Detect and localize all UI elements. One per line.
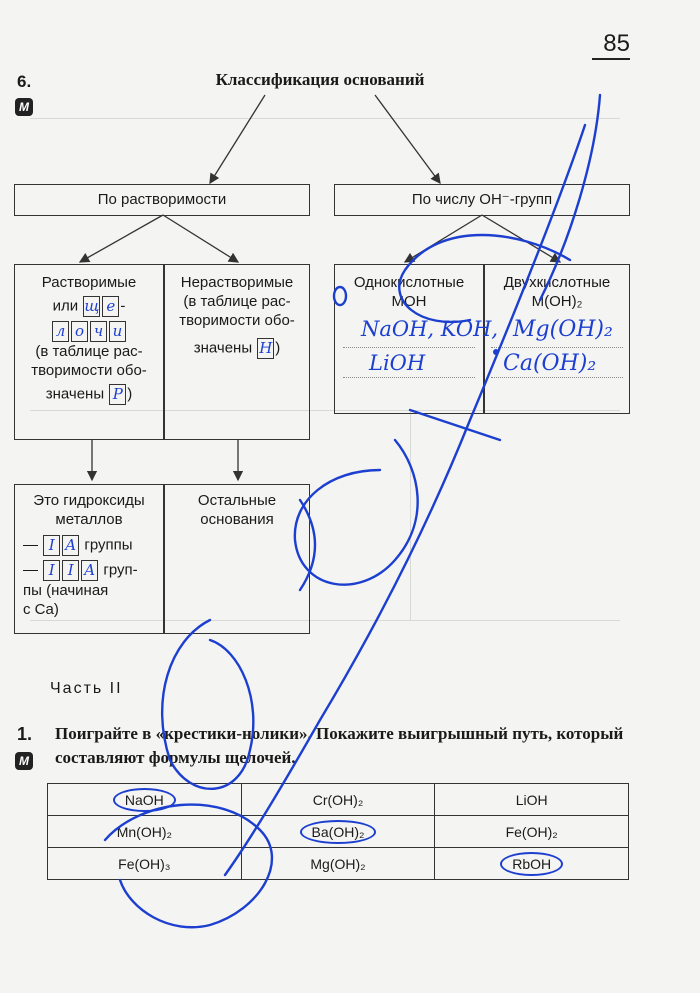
- letter-box: A: [62, 535, 79, 556]
- letter-box: I: [43, 560, 60, 581]
- insoluble-heading: Нерастворимые: [180, 274, 294, 291]
- letter-box: о: [71, 321, 88, 342]
- formula: LiOH: [515, 791, 548, 808]
- soluble-or-text: или: [52, 297, 79, 315]
- monoacid-answer-1: NaOH, KOH,: [361, 317, 499, 341]
- monoacid-answer-2: LiOH: [369, 351, 426, 375]
- diacid-answer-1: Mg(OH)₂: [513, 317, 613, 342]
- formula: Cr(OH)₂: [312, 791, 364, 808]
- mark-box: Р: [109, 384, 126, 405]
- letter-box: е: [102, 296, 119, 317]
- soluble-note-2: творимости обо-: [31, 362, 147, 379]
- part-heading: Часть II: [50, 680, 123, 697]
- group-text: группы: [84, 536, 133, 554]
- letter-box: A: [81, 560, 98, 581]
- letter-box: I: [62, 560, 79, 581]
- insoluble-note-2: творимости обо-: [179, 312, 295, 329]
- diacid-answer-2: Ca(OH)₂: [503, 351, 597, 376]
- diacid-heading: Двухкислотные: [503, 274, 611, 291]
- soluble-note-1: (в таблице рас-: [35, 343, 143, 360]
- solubility-label: По растворимости: [97, 191, 227, 208]
- letter-box: л: [52, 321, 69, 342]
- section-title: Классификация оснований: [215, 70, 425, 89]
- formula: Mg(OH)₂: [310, 855, 366, 872]
- letter-box: ч: [90, 321, 107, 342]
- circled-formula: NaOH: [113, 788, 176, 812]
- soluble-note-3: значены: [45, 385, 105, 403]
- mark-box: Н: [259, 339, 273, 357]
- monoacid-formula: MOH: [391, 293, 427, 310]
- dash-text: —: [23, 561, 38, 579]
- formula: Mn(OH)₂: [116, 823, 172, 840]
- insoluble-note-1: (в таблице рас-: [183, 293, 291, 310]
- diacid-formula: M(OH)₂: [531, 293, 583, 310]
- circled-formula: Ba(OH)₂: [300, 820, 377, 844]
- letter-box: и: [109, 321, 126, 342]
- alkali-heading-2: металлов: [55, 511, 123, 528]
- monoacid-heading: Однокислотные: [353, 274, 465, 291]
- insoluble-note-3: значены: [193, 339, 253, 357]
- m-badge-icon: М: [15, 98, 33, 116]
- task-text: Поиграйте в «крестики-нолики». Покажите выигрышный путь, который составляют формулы щелочей.: [55, 724, 624, 767]
- alkali-note-1: пы (начиная: [23, 582, 109, 599]
- soluble-heading: Растворимые: [41, 274, 137, 291]
- task-number: 1.: [17, 724, 33, 744]
- page-number: 85: [603, 30, 630, 57]
- section-number: 6.: [17, 72, 32, 91]
- circled-formula: RbOH: [500, 852, 563, 876]
- alkali-note-2: с Ca): [23, 601, 59, 618]
- group-text: груп-: [103, 561, 138, 579]
- letter-box: щ: [84, 297, 100, 315]
- other-heading-2: основания: [200, 511, 274, 528]
- paren-text: ): [127, 385, 133, 403]
- oh-groups-label: По числу OH⁻-групп: [411, 191, 553, 208]
- paren-text: ): [275, 339, 281, 357]
- dash-text: —: [23, 536, 38, 554]
- m-badge-icon: М: [15, 752, 33, 770]
- letter-box: I: [43, 535, 60, 556]
- hyphen-text: -: [120, 297, 126, 315]
- alkali-heading: Это гидроксиды: [33, 492, 145, 509]
- other-heading: Остальные: [197, 492, 277, 509]
- formula: Fe(OH)₂: [505, 823, 558, 840]
- formula: Fe(OH)₃: [118, 855, 171, 872]
